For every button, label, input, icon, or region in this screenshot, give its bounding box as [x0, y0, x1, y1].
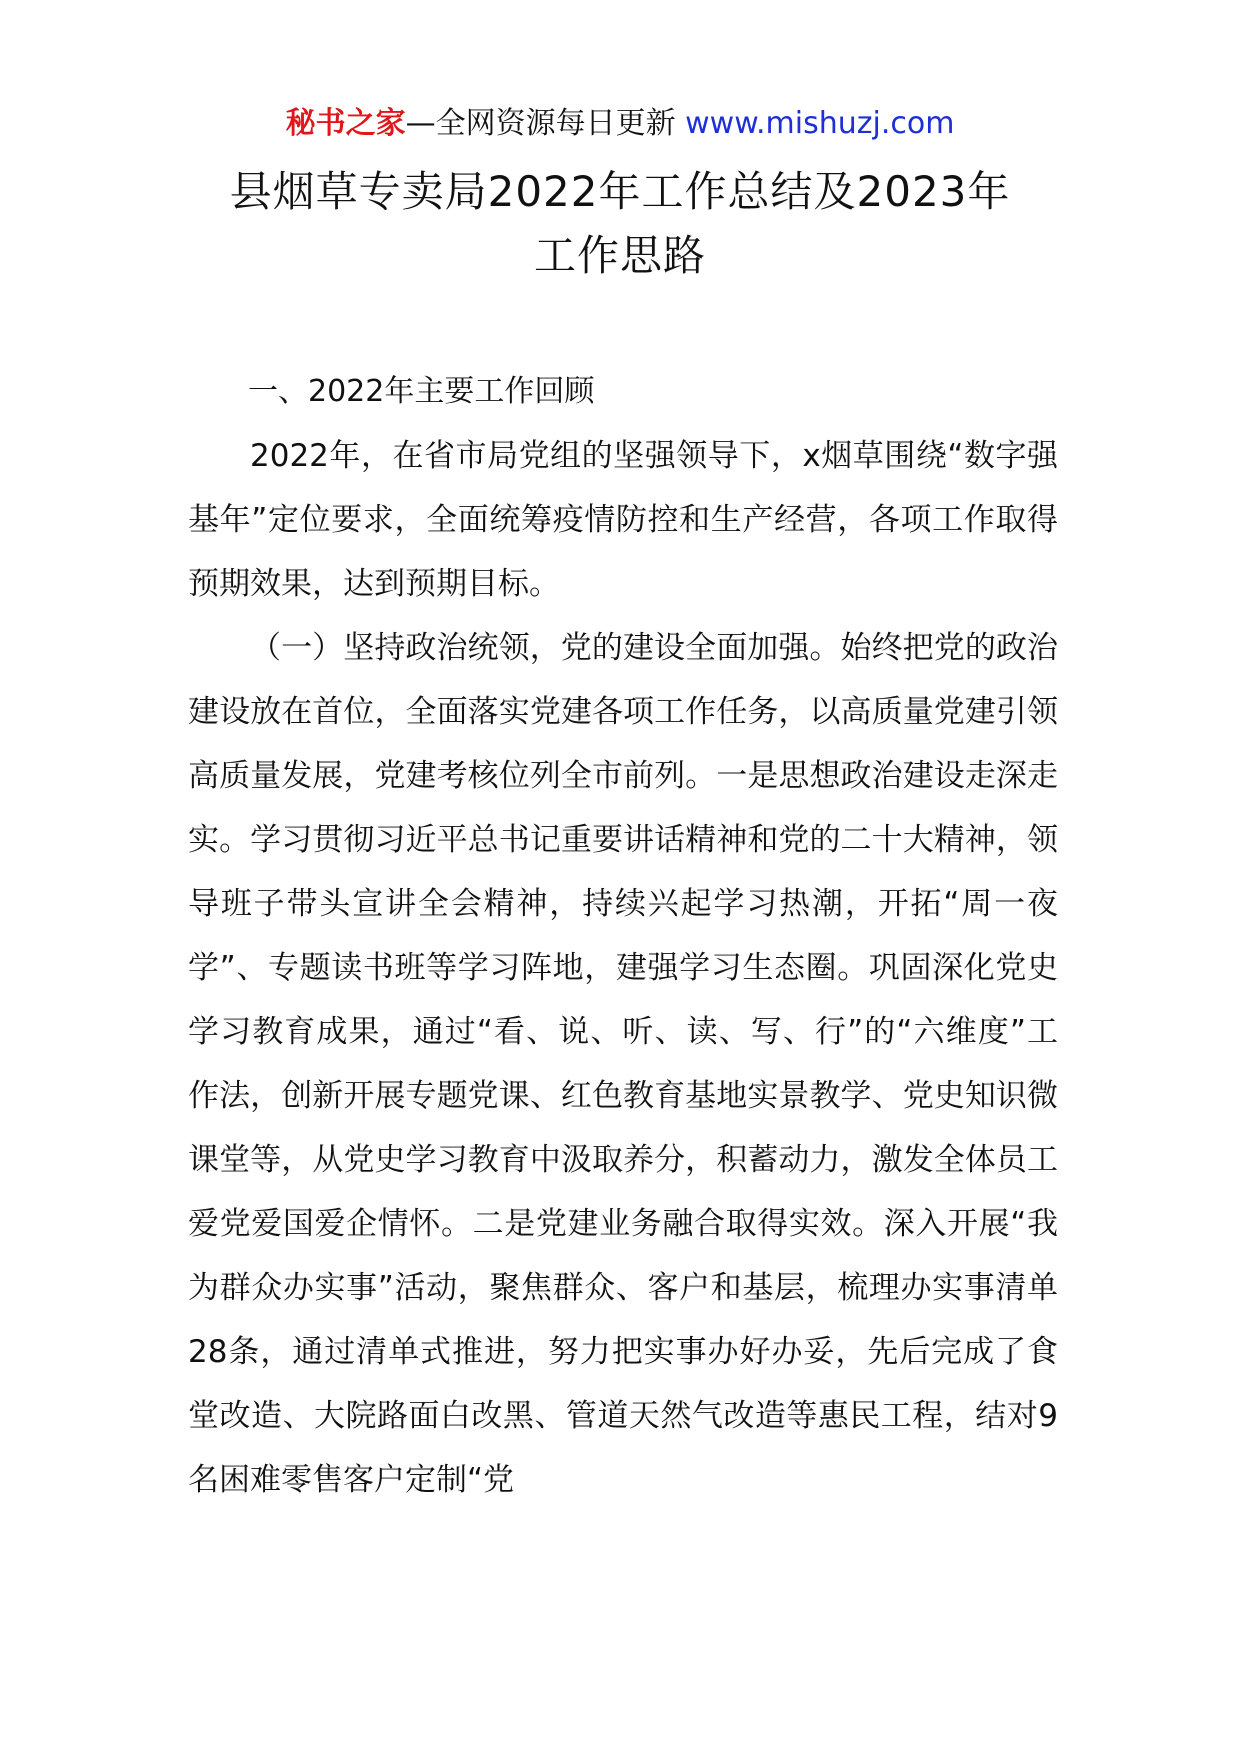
banner-tagline: —全网资源每日更新 [405, 106, 686, 141]
banner-url-link[interactable]: www.mishuzj.com [685, 106, 955, 141]
document-body [188, 360, 1058, 1512]
header-banner [0, 102, 1240, 146]
document-title [150, 160, 1090, 288]
document-title-line2: 工作思路 [533, 231, 706, 280]
paragraph-intro: 2022年，在省市局党组的坚强领导下，x烟草围绕“数字强基年”定位要求，全面统筹疫情防控和生产经营，各项工作取得预期效果，达到预期目标。 [188, 438, 1058, 602]
section-heading: 一、2022年主要工作回顾 [248, 374, 595, 409]
paragraph-party-building: （一）坚持政治统领，党的建设全面加强。始终把党的政治建设放在首位，全面落实党建各项工作任务，以高质量党建引领高质量发展，党建考核位列全市前列。一是思想政治建设走深走实。学习贯彻习近平总书记重要讲话精神和党的二十大精神，领导班子带头宣讲全会精神，持续兴起学习热潮，开拓“周一夜学”、专题读书班等学习阵地，建强学习生态圈。巩固深化党史学习教育成果，通过“看、说、听、读、写、行”的“六维度”工作法，创新开展专题党课、红色教育基地实景教学、党史知识微课堂等，从党史学习教育中汲取养分，积蓄动力，激发全体员工爱党爱国爱企情怀。二是党建业务融合取得实效。深入开展“我为群众办实事”活动，聚焦群众、客户和基层，梳理办实事清单28条，通过清单式推进，努力把实事办好办妥，先后完成了食堂改造、大院路面白改黑、管道天然气改造等惠民工程，结对9名困难零售客户定制“党 [188, 630, 1058, 1498]
banner-brand: 秘书之家 [285, 106, 406, 141]
document-title-line1: 县烟草专卖局2022年工作总结及2023年 [229, 167, 1011, 216]
